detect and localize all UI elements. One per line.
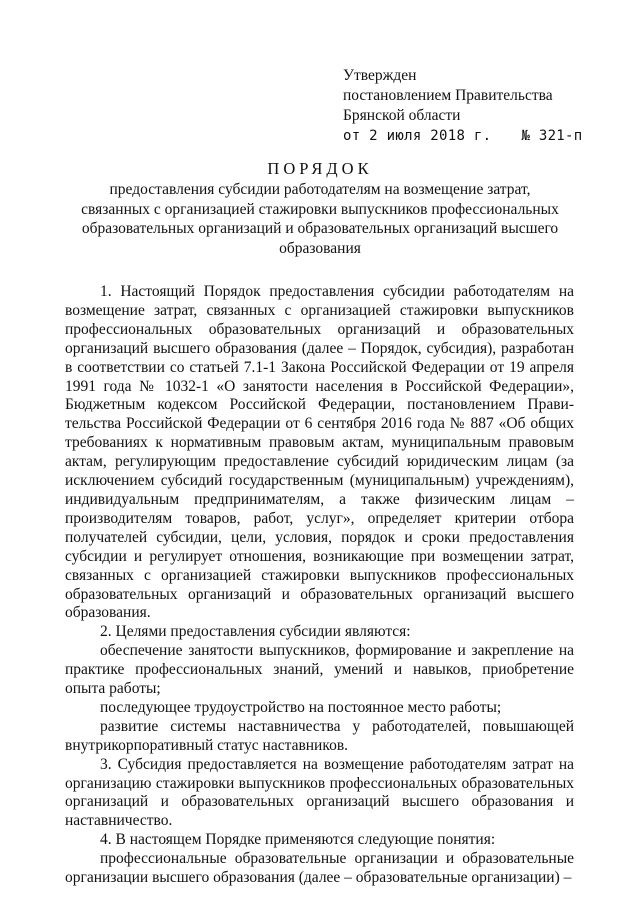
approval-line-region: Брянской области bbox=[343, 107, 461, 124]
document-body bbox=[65, 283, 574, 888]
document-subtitle: предоставления субсидии работодателям на возмещение затрат, связанных с организацией стажировки выпускников профессиональных образовательных организаций и образовательных организаций высшего образования bbox=[81, 181, 559, 257]
paragraph-2-goal-2: последующее трудоустройство на постоянное место работы; bbox=[100, 698, 502, 716]
document-title: ПОРЯДОК bbox=[267, 159, 373, 178]
paragraph-4: 4. В настоящем Порядке применяются следующие понятия: bbox=[100, 831, 496, 849]
approval-date: от 2 июля 2018 г. bbox=[343, 128, 492, 144]
approval-number: № 321-п bbox=[521, 128, 583, 144]
approval-line-resolution: постановлением Правительства bbox=[343, 87, 553, 104]
paragraph-1: 1. Настоящий Порядок предоставления субсидии работодателям на возмещение затрат, связанных с организацией стажировки выпускников профессиональных образовательных организаций и образовательных организаций высшего образования (далее – Порядок, субсидия), разработан в соответствии со статьей 7.1-1 Закона Российской Федерации от 19 апреля 1991 года № 1032-1 «О занятости населения в Российской Федерации», Бюджетным кодексом Российской Федерации, постановлением Правительства Российской Федерации от 6 сентября 2016 года № 887 «Об общих требованиях к нормативным правовым актам, муниципальным правовым актам, регулирующим предоставление субсидий юридическим лицам (за исключением субсидий государственным (муниципальным) учреждениям), индивидуальным предпринимателям, а также физическим лицам – производителям товаров, работ, услуг», определяет критерии отбора получателей субсидии, цели, условия, порядок и сроки предоставления субсидии и регулирует отношения, возникающие при возмещении затрат, связанных с организацией стажировки выпускников профессиональных образовательных организаций и образовательных организаций высшего образования. bbox=[65, 283, 574, 622]
paragraph-2: 2. Целями предоставления субсидии являются: bbox=[100, 623, 411, 641]
approval-line-approved: Утвержден bbox=[343, 67, 417, 84]
paragraph-3: 3. Субсидия предоставляется на возмещение работодателям затрат на организацию стажировки выпускников профессиональных образовательных организаций и образовательных организаций высшего образования и наставничество. bbox=[65, 755, 574, 830]
paragraph-2-goal-1: обеспечение занятости выпускников, формирование и закрепление на практике профессиональных знаний, умений и навыков, приобретение опыта работы; bbox=[65, 642, 574, 698]
approval-date-number-line bbox=[343, 126, 583, 146]
paragraph-4-definition: профессиональные образовательные организации и образовательные организации высшего образования (далее – образовательные организации) – bbox=[65, 850, 574, 887]
approval-stamp bbox=[343, 66, 583, 146]
paragraph-2-goal-3: развитие системы наставничества у работодателей, повышающей внутрикорпоративный статус наставников. bbox=[65, 717, 574, 754]
